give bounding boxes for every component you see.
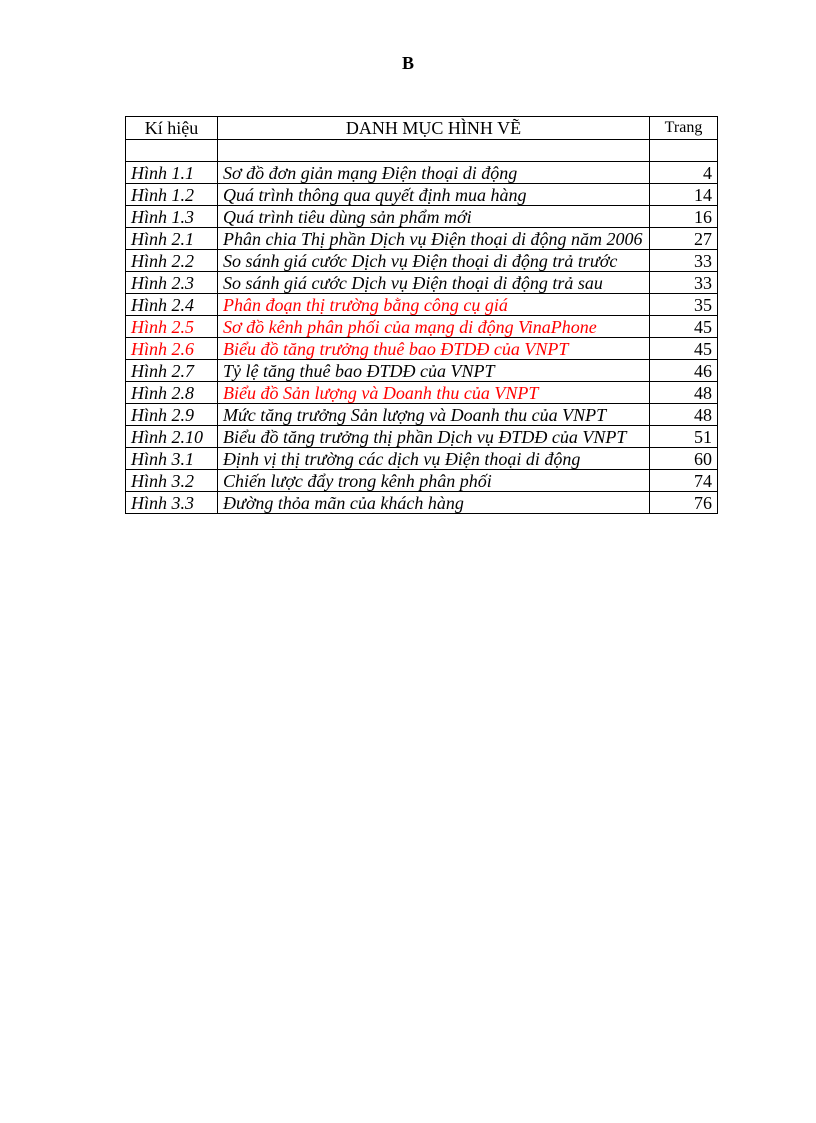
figure-title: So sánh giá cước Dịch vụ Điện thoại di động trả sau [218, 272, 650, 294]
table-row [126, 448, 718, 470]
table-row [126, 294, 718, 316]
figure-page: 35 [650, 294, 718, 316]
table-row [126, 360, 718, 382]
figure-code: Hình 1.3 [126, 206, 218, 228]
table-row [126, 404, 718, 426]
figure-page: 60 [650, 448, 718, 470]
figure-title: Quá trình tiêu dùng sản phẩm mới [218, 206, 650, 228]
figure-title: Đường thỏa mãn của khách hàng [218, 492, 650, 514]
figure-title: So sánh giá cước Dịch vụ Điện thoại di động trả trước [218, 250, 650, 272]
figure-page: 48 [650, 404, 718, 426]
figure-page: 14 [650, 184, 718, 206]
figure-code: Hình 2.9 [126, 404, 218, 426]
header-title: DANH MỤC HÌNH VẼ [218, 117, 650, 140]
table-header-row [126, 117, 718, 140]
figure-title: Biểu đồ tăng trưởng thị phần Dịch vụ ĐTDĐ của VNPT [218, 426, 650, 448]
figure-page: 74 [650, 470, 718, 492]
figure-title: Phân đoạn thị trường bằng công cụ giá [218, 294, 650, 316]
figure-code: Hình 3.3 [126, 492, 218, 514]
figure-title: Chiến lược đẩy trong kênh phân phối [218, 470, 650, 492]
figure-title: Quá trình thông qua quyết định mua hàng [218, 184, 650, 206]
figure-page: 33 [650, 250, 718, 272]
figure-page: 45 [650, 316, 718, 338]
figure-page: 16 [650, 206, 718, 228]
table-row [126, 162, 718, 184]
figure-rows [126, 140, 718, 514]
figure-code: Hình 2.7 [126, 360, 218, 382]
table-row [126, 338, 718, 360]
figure-code: Hình 2.4 [126, 294, 218, 316]
table-row [126, 426, 718, 448]
table-row [126, 184, 718, 206]
figure-code: Hình 3.1 [126, 448, 218, 470]
figure-code: Hình 2.8 [126, 382, 218, 404]
figure-page: 33 [650, 272, 718, 294]
figure-page [650, 140, 718, 162]
figure-page: 45 [650, 338, 718, 360]
figure-title: Tỷ lệ tăng thuê bao ĐTDĐ của VNPT [218, 360, 650, 382]
table-row [126, 206, 718, 228]
figure-title: Định vị thị trường các dịch vụ Điện thoại di động [218, 448, 650, 470]
figure-title: Biểu đồ tăng trưởng thuê bao ĐTDĐ của VNPT [218, 338, 650, 360]
table-row [126, 272, 718, 294]
figure-page: 4 [650, 162, 718, 184]
table-row [126, 250, 718, 272]
figure-list-table [125, 116, 718, 514]
table-row [126, 470, 718, 492]
figure-code: Hình 2.5 [126, 316, 218, 338]
figure-code: Hình 2.2 [126, 250, 218, 272]
figure-title: Biểu đồ Sản lượng và Doanh thu của VNPT [218, 382, 650, 404]
figure-page: 51 [650, 426, 718, 448]
figure-code: Hình 1.2 [126, 184, 218, 206]
table-row [126, 382, 718, 404]
figure-code: Hình 2.10 [126, 426, 218, 448]
header-page: Trang [650, 117, 718, 140]
figure-page: 27 [650, 228, 718, 250]
figure-title: Phân chia Thị phần Dịch vụ Điện thoại di động năm 2006 [218, 228, 650, 250]
figure-code: Hình 2.1 [126, 228, 218, 250]
figure-title: Sơ đồ kênh phân phối của mạng di động VinaPhone [218, 316, 650, 338]
table-row [126, 140, 718, 162]
figure-code: Hình 2.3 [126, 272, 218, 294]
page-letter: B [401, 53, 414, 73]
figure-code: Hình 3.2 [126, 470, 218, 492]
figure-title: Mức tăng trưởng Sản lượng và Doanh thu của VNPT [218, 404, 650, 426]
figure-title [218, 140, 650, 162]
figure-code [126, 140, 218, 162]
table-row [126, 492, 718, 514]
figure-code: Hình 2.6 [126, 338, 218, 360]
figure-page: 76 [650, 492, 718, 514]
figure-title: Sơ đồ đơn giản mạng Điện thoại di động [218, 162, 650, 184]
figure-code: Hình 1.1 [126, 162, 218, 184]
figure-page: 48 [650, 382, 718, 404]
header-code: Kí hiệu [126, 117, 218, 140]
figure-page: 46 [650, 360, 718, 382]
table-row [126, 316, 718, 338]
table-row [126, 228, 718, 250]
